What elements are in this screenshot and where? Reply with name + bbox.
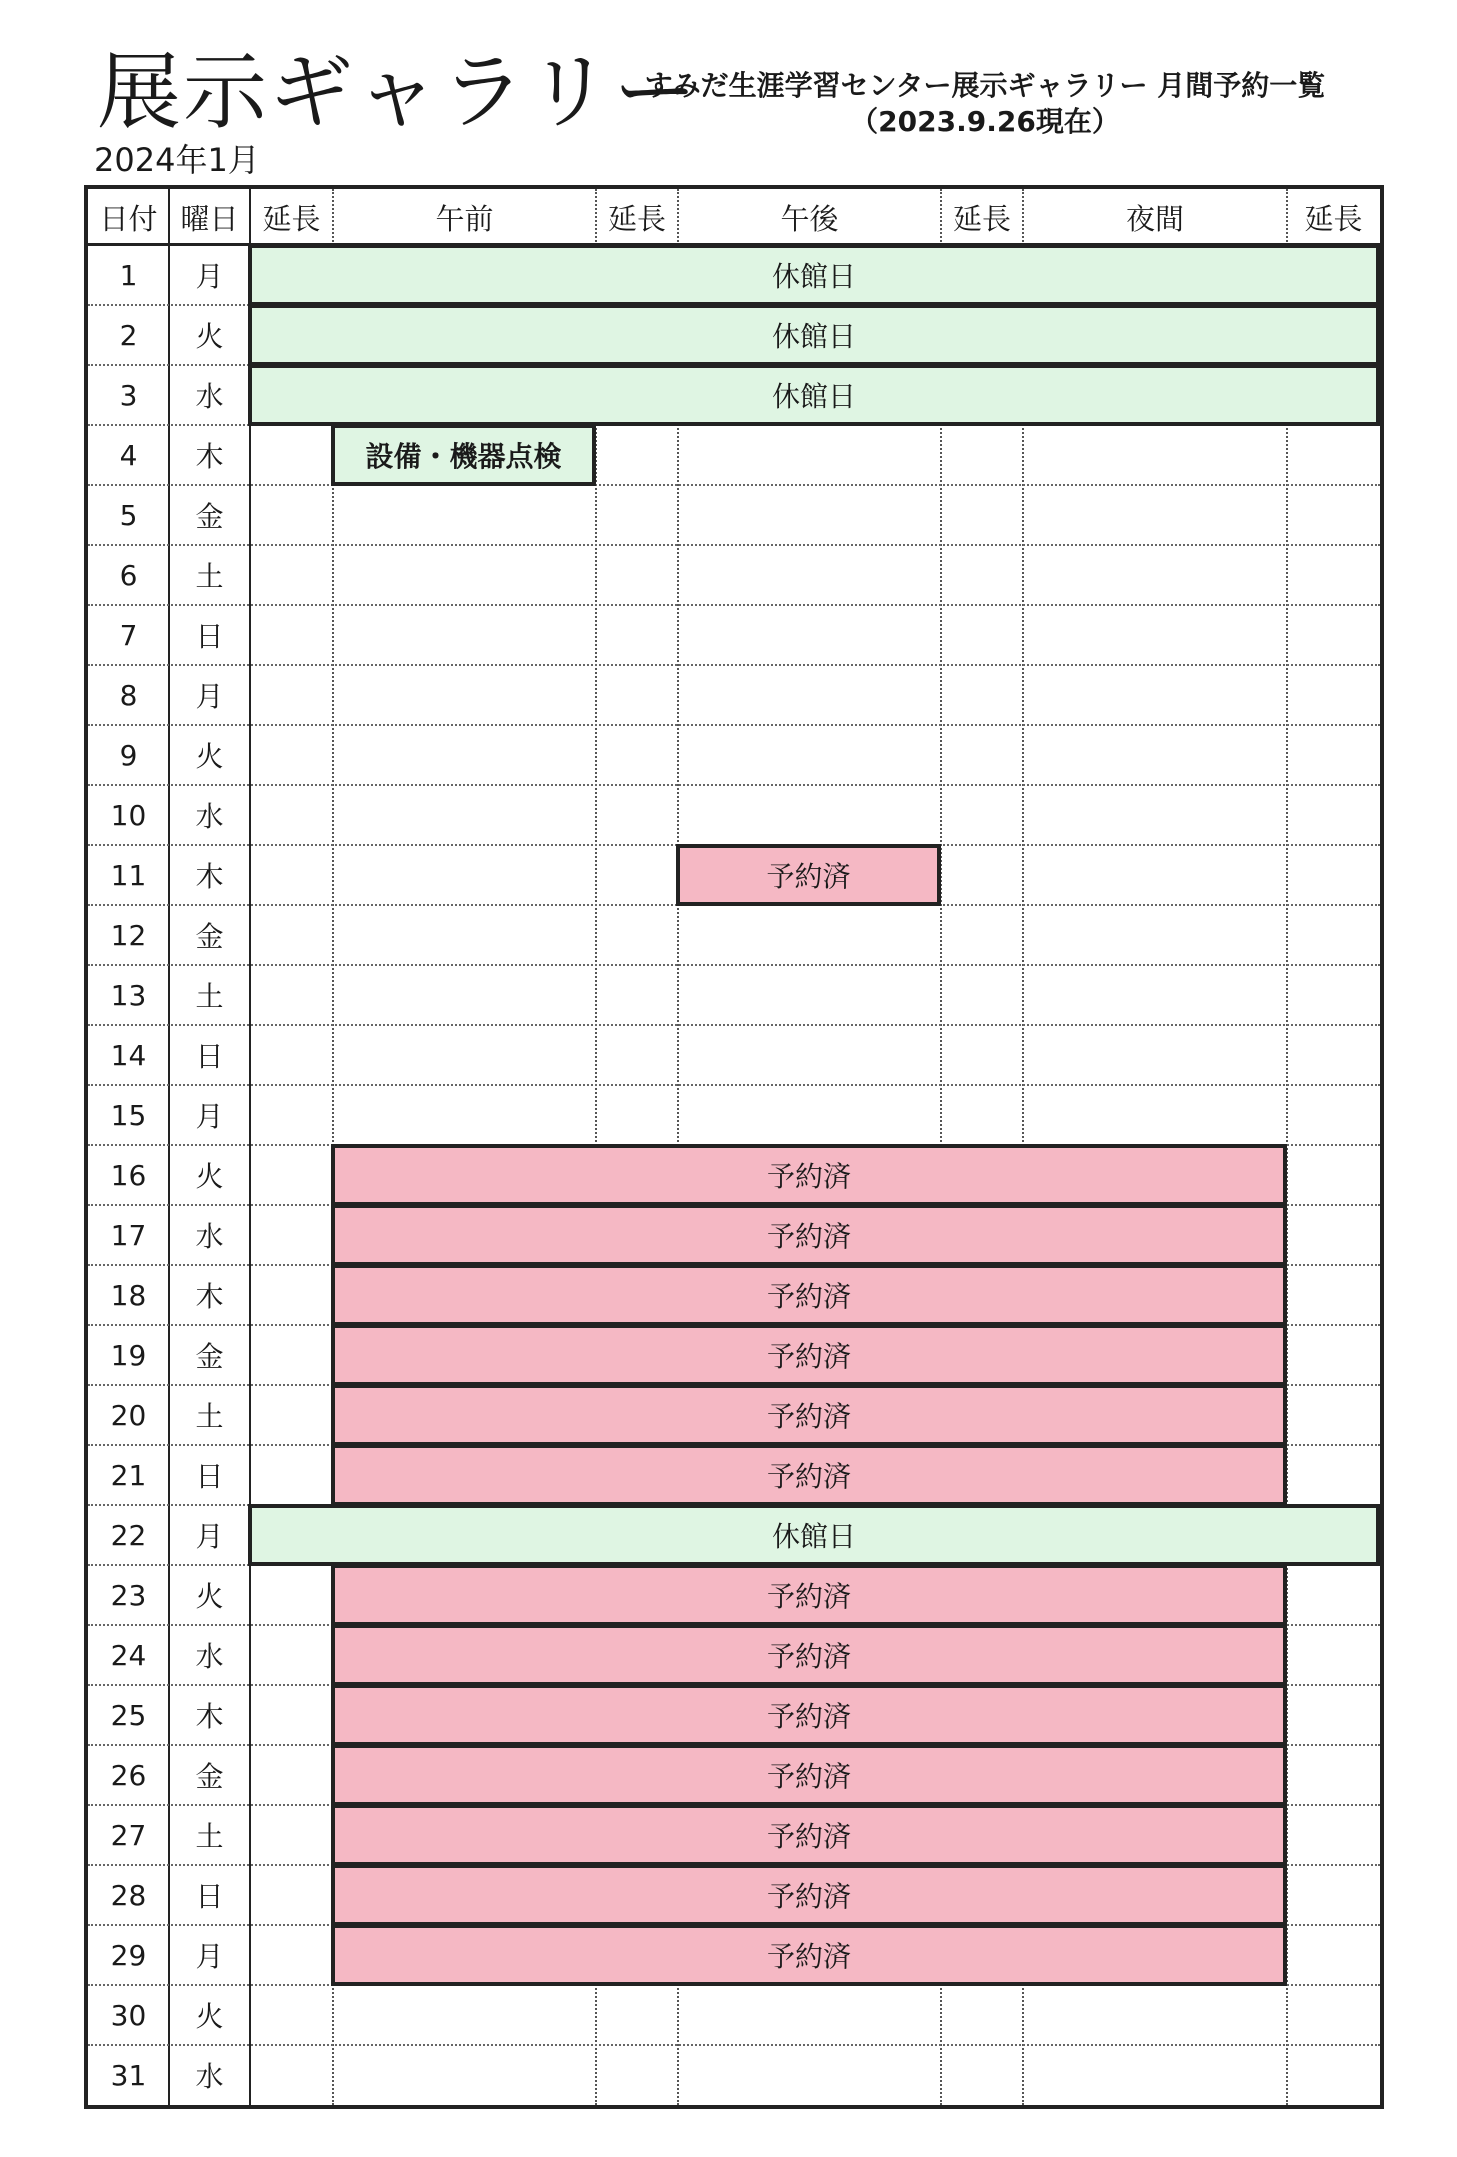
weekday-cell: 日 — [195, 1880, 224, 1913]
row-divider — [88, 964, 1380, 966]
row-divider — [88, 604, 1380, 606]
column-header: 延長 — [607, 201, 666, 236]
date-cell: 16 — [110, 1158, 147, 1192]
booked-block: 予約済 — [331, 1744, 1287, 1806]
weekday-cell: 月 — [195, 680, 224, 713]
booked-block: 予約済 — [331, 1324, 1287, 1386]
weekday-cell: 土 — [195, 980, 224, 1013]
column-header: 延長 — [952, 201, 1011, 236]
weekday-cell: 水 — [195, 1220, 224, 1253]
weekday-cell: 金 — [195, 1760, 224, 1793]
weekday-cell: 水 — [195, 1640, 224, 1673]
date-cell: 29 — [110, 1938, 147, 1972]
date-cell: 23 — [110, 1578, 147, 1612]
date-cell: 5 — [119, 498, 138, 532]
date-cell: 25 — [110, 1698, 147, 1732]
date-cell: 6 — [119, 558, 138, 592]
closed-day-block: 休館日 — [248, 244, 1380, 306]
date-cell: 2 — [119, 318, 138, 352]
column-header: 日付 — [99, 201, 158, 236]
row-divider — [88, 484, 1380, 486]
date-cell: 10 — [110, 798, 147, 832]
row-divider — [88, 1084, 1380, 1086]
weekday-cell: 月 — [195, 260, 224, 293]
booked-block: 予約済 — [331, 1864, 1287, 1926]
column-header: 午後 — [780, 201, 839, 236]
weekday-cell: 火 — [195, 1160, 224, 1193]
date-cell: 28 — [110, 1878, 147, 1912]
column-header: 延長 — [1304, 201, 1363, 236]
booked-block: 予約済 — [331, 1264, 1287, 1326]
weekday-cell: 土 — [195, 1820, 224, 1853]
date-cell: 12 — [110, 918, 147, 952]
weekday-cell: 月 — [195, 1940, 224, 1973]
weekday-cell: 火 — [195, 740, 224, 773]
weekday-cell: 日 — [195, 1460, 224, 1493]
weekday-cell: 土 — [195, 1400, 224, 1433]
date-cell: 21 — [110, 1458, 147, 1492]
closed-day-block: 休館日 — [248, 364, 1380, 426]
booked-block: 予約済 — [331, 1684, 1287, 1746]
weekday-cell: 金 — [195, 1340, 224, 1373]
booked-block: 予約済 — [331, 1204, 1287, 1266]
subtitle-line-2: （2023.9.26現在） — [850, 105, 1120, 138]
column-header: 延長 — [262, 201, 321, 236]
booked-block: 予約済 — [676, 844, 941, 906]
date-cell: 31 — [110, 2058, 147, 2092]
row-divider — [88, 2044, 1380, 2046]
date-cell: 19 — [110, 1338, 147, 1372]
weekday-cell: 水 — [195, 2060, 224, 2093]
subtitle-line-1: すみだ生涯学習センター展示ギャラリー 月間予約一覧 — [644, 69, 1326, 102]
month-label: 2024年1月 — [94, 141, 260, 179]
booked-block: 予約済 — [331, 1804, 1287, 1866]
weekday-cell: 土 — [195, 560, 224, 593]
weekday-cell: 金 — [195, 500, 224, 533]
weekday-cell: 木 — [195, 440, 224, 473]
column-header: 夜間 — [1125, 201, 1184, 236]
weekday-cell: 木 — [195, 1280, 224, 1313]
inspection-block: 設備・機器点検 — [331, 424, 596, 486]
weekday-cell: 水 — [195, 800, 224, 833]
date-cell: 26 — [110, 1758, 147, 1792]
date-cell: 8 — [119, 678, 138, 712]
date-cell: 27 — [110, 1818, 147, 1852]
weekday-cell: 火 — [195, 1580, 224, 1613]
date-cell: 11 — [110, 858, 147, 892]
reservation-table — [84, 185, 1384, 2109]
booked-block: 予約済 — [331, 1144, 1287, 1206]
weekday-cell: 火 — [195, 320, 224, 353]
weekday-cell: 月 — [195, 1520, 224, 1553]
booked-block: 予約済 — [331, 1564, 1287, 1626]
date-cell: 22 — [110, 1518, 147, 1552]
date-cell: 30 — [110, 1998, 147, 2032]
date-cell: 20 — [110, 1398, 147, 1432]
row-divider — [88, 1024, 1380, 1026]
row-divider — [88, 544, 1380, 546]
date-cell: 14 — [110, 1038, 147, 1072]
row-divider — [88, 664, 1380, 666]
page-title: 展示ギャラリー — [97, 43, 700, 141]
booked-block: 予約済 — [331, 1384, 1287, 1446]
closed-day-block: 休館日 — [248, 304, 1380, 366]
weekday-cell: 木 — [195, 1700, 224, 1733]
date-cell: 4 — [119, 438, 138, 472]
column-header: 曜日 — [180, 201, 239, 236]
weekday-cell: 火 — [195, 2000, 224, 2033]
date-cell: 13 — [110, 978, 147, 1012]
date-cell: 18 — [110, 1278, 147, 1312]
weekday-cell: 木 — [195, 860, 224, 893]
column-header: 午前 — [435, 201, 494, 236]
date-cell: 17 — [110, 1218, 147, 1252]
document-subtitle — [620, 68, 1350, 140]
date-cell: 9 — [119, 738, 138, 772]
date-cell: 15 — [110, 1098, 147, 1132]
row-divider — [88, 784, 1380, 786]
weekday-cell: 日 — [195, 620, 224, 653]
weekday-cell: 月 — [195, 1100, 224, 1133]
date-cell: 1 — [119, 258, 138, 292]
date-cell: 7 — [119, 618, 138, 652]
date-cell: 3 — [119, 378, 138, 412]
date-cell: 24 — [110, 1638, 147, 1672]
weekday-cell: 金 — [195, 920, 224, 953]
weekday-cell: 日 — [195, 1040, 224, 1073]
booked-block: 予約済 — [331, 1624, 1287, 1686]
closed-day-block: 休館日 — [248, 1504, 1380, 1566]
booked-block: 予約済 — [331, 1924, 1287, 1986]
row-divider — [88, 724, 1380, 726]
weekday-cell: 水 — [195, 380, 224, 413]
booked-block: 予約済 — [331, 1444, 1287, 1506]
